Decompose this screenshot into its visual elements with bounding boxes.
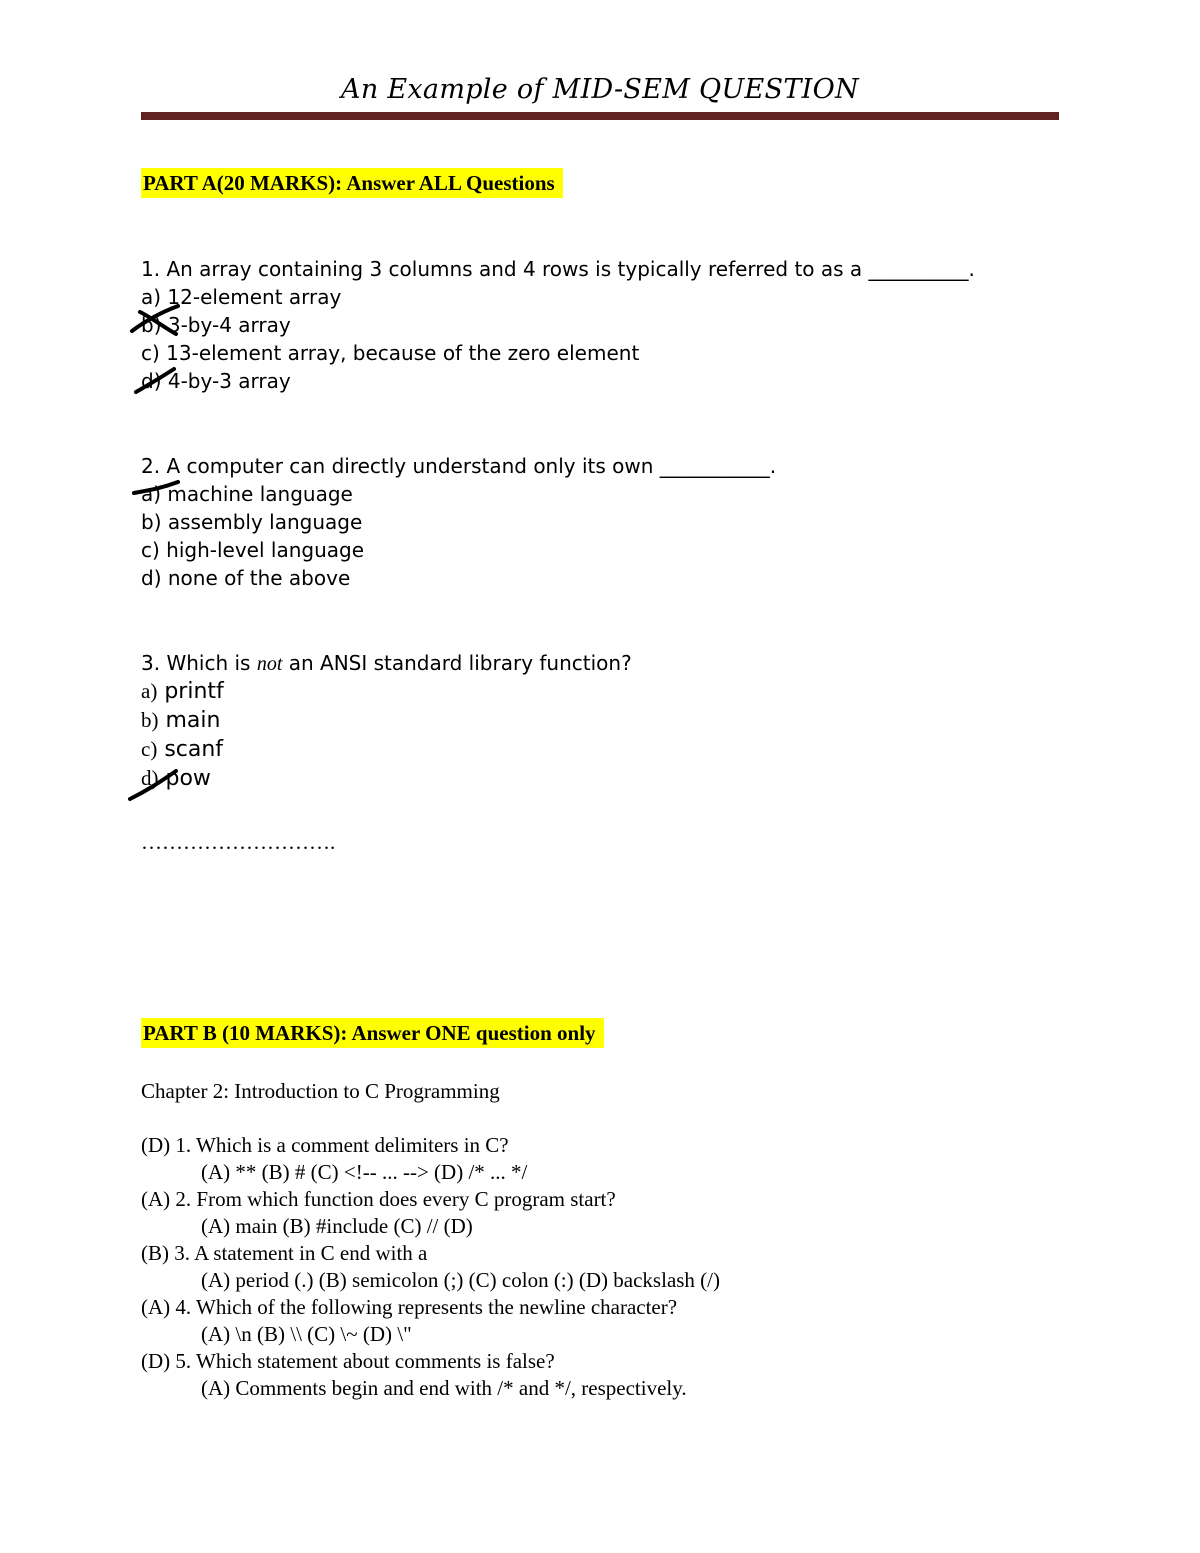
q3-option-d-text: pow <box>158 766 211 791</box>
q3-option-d <box>141 764 211 794</box>
q3-text-pre: 3. Which is <box>141 651 257 675</box>
q2-text: 2. A computer can directly understand only its own ___________. <box>141 454 777 478</box>
q3-text-post: an ANSI standard library function? <box>282 651 632 675</box>
q3-option-b-text: main <box>158 708 221 733</box>
q3-option-d-letter: d) <box>141 766 159 790</box>
q1-option-b: b) 3-by-4 array <box>141 313 291 337</box>
document-title: An Example of MID-SEM QUESTION <box>341 74 859 105</box>
q3-option-a <box>141 677 224 707</box>
chapter-title: Chapter 2: Introduction to C Programming <box>141 1079 500 1103</box>
q2-option-b: b) assembly language <box>141 510 363 534</box>
q3-option-c <box>141 735 223 765</box>
q3-option-b-letter: b) <box>141 708 159 732</box>
q3-text-emphasis: not <box>256 653 283 675</box>
q1-option-d: d) 4-by-3 array <box>141 369 291 393</box>
part-a-heading: PART A(20 MARKS): Answer ALL Questions <box>141 168 563 198</box>
part-a-ellipsis: ………………………. <box>141 830 336 854</box>
b-q3-choices: (A) period (.) (B) semicolon (;) (C) colon (:) (D) backslash (/) <box>201 1268 721 1292</box>
b-q4-text: (A) 4. Which of the following represents the newline character? <box>141 1295 678 1319</box>
q3-option-b <box>141 706 220 736</box>
b-q1-text: (D) 1. Which is a comment delimiters in C? <box>141 1133 509 1157</box>
b-q2-choices: (A) main (B) #include (C) // (D) <box>201 1214 473 1238</box>
b-q5-text: (D) 5. Which statement about comments is false? <box>141 1349 555 1373</box>
b-q3-text: (B) 3. A statement in C end with a <box>141 1241 428 1265</box>
q2-option-d: d) none of the above <box>141 566 351 590</box>
b-q2-text: (A) 2. From which function does every C program start? <box>141 1187 616 1211</box>
q1-option-c: c) 13-element array, because of the zero element <box>141 341 640 365</box>
q2-option-a: a) machine language <box>141 482 353 506</box>
q1-option-a: a) 12-element array <box>141 285 342 309</box>
b-q4-choices: (A) \n (B) \\ (C) \~ (D) \" <box>201 1322 412 1346</box>
q3-option-c-letter: c) <box>141 737 158 761</box>
q2-option-c: c) high-level language <box>141 538 365 562</box>
q3-option-a-text: printf <box>157 679 224 704</box>
q3-option-a-letter: a) <box>141 679 158 703</box>
title-rule <box>141 112 1059 120</box>
part-b-heading: PART B (10 MARKS): Answer ONE question only <box>141 1018 604 1048</box>
q3-text <box>141 649 632 678</box>
q1-text: 1. An array containing 3 columns and 4 rows is typically referred to as a __________. <box>141 257 975 281</box>
q3-option-c-text: scanf <box>157 737 224 762</box>
b-q1-choices: (A) ** (B) # (C) <!-- ... --> (D) /* ... */ <box>201 1160 528 1184</box>
b-q5-choices: (A) Comments begin and end with /* and */, respectively. <box>201 1376 687 1400</box>
